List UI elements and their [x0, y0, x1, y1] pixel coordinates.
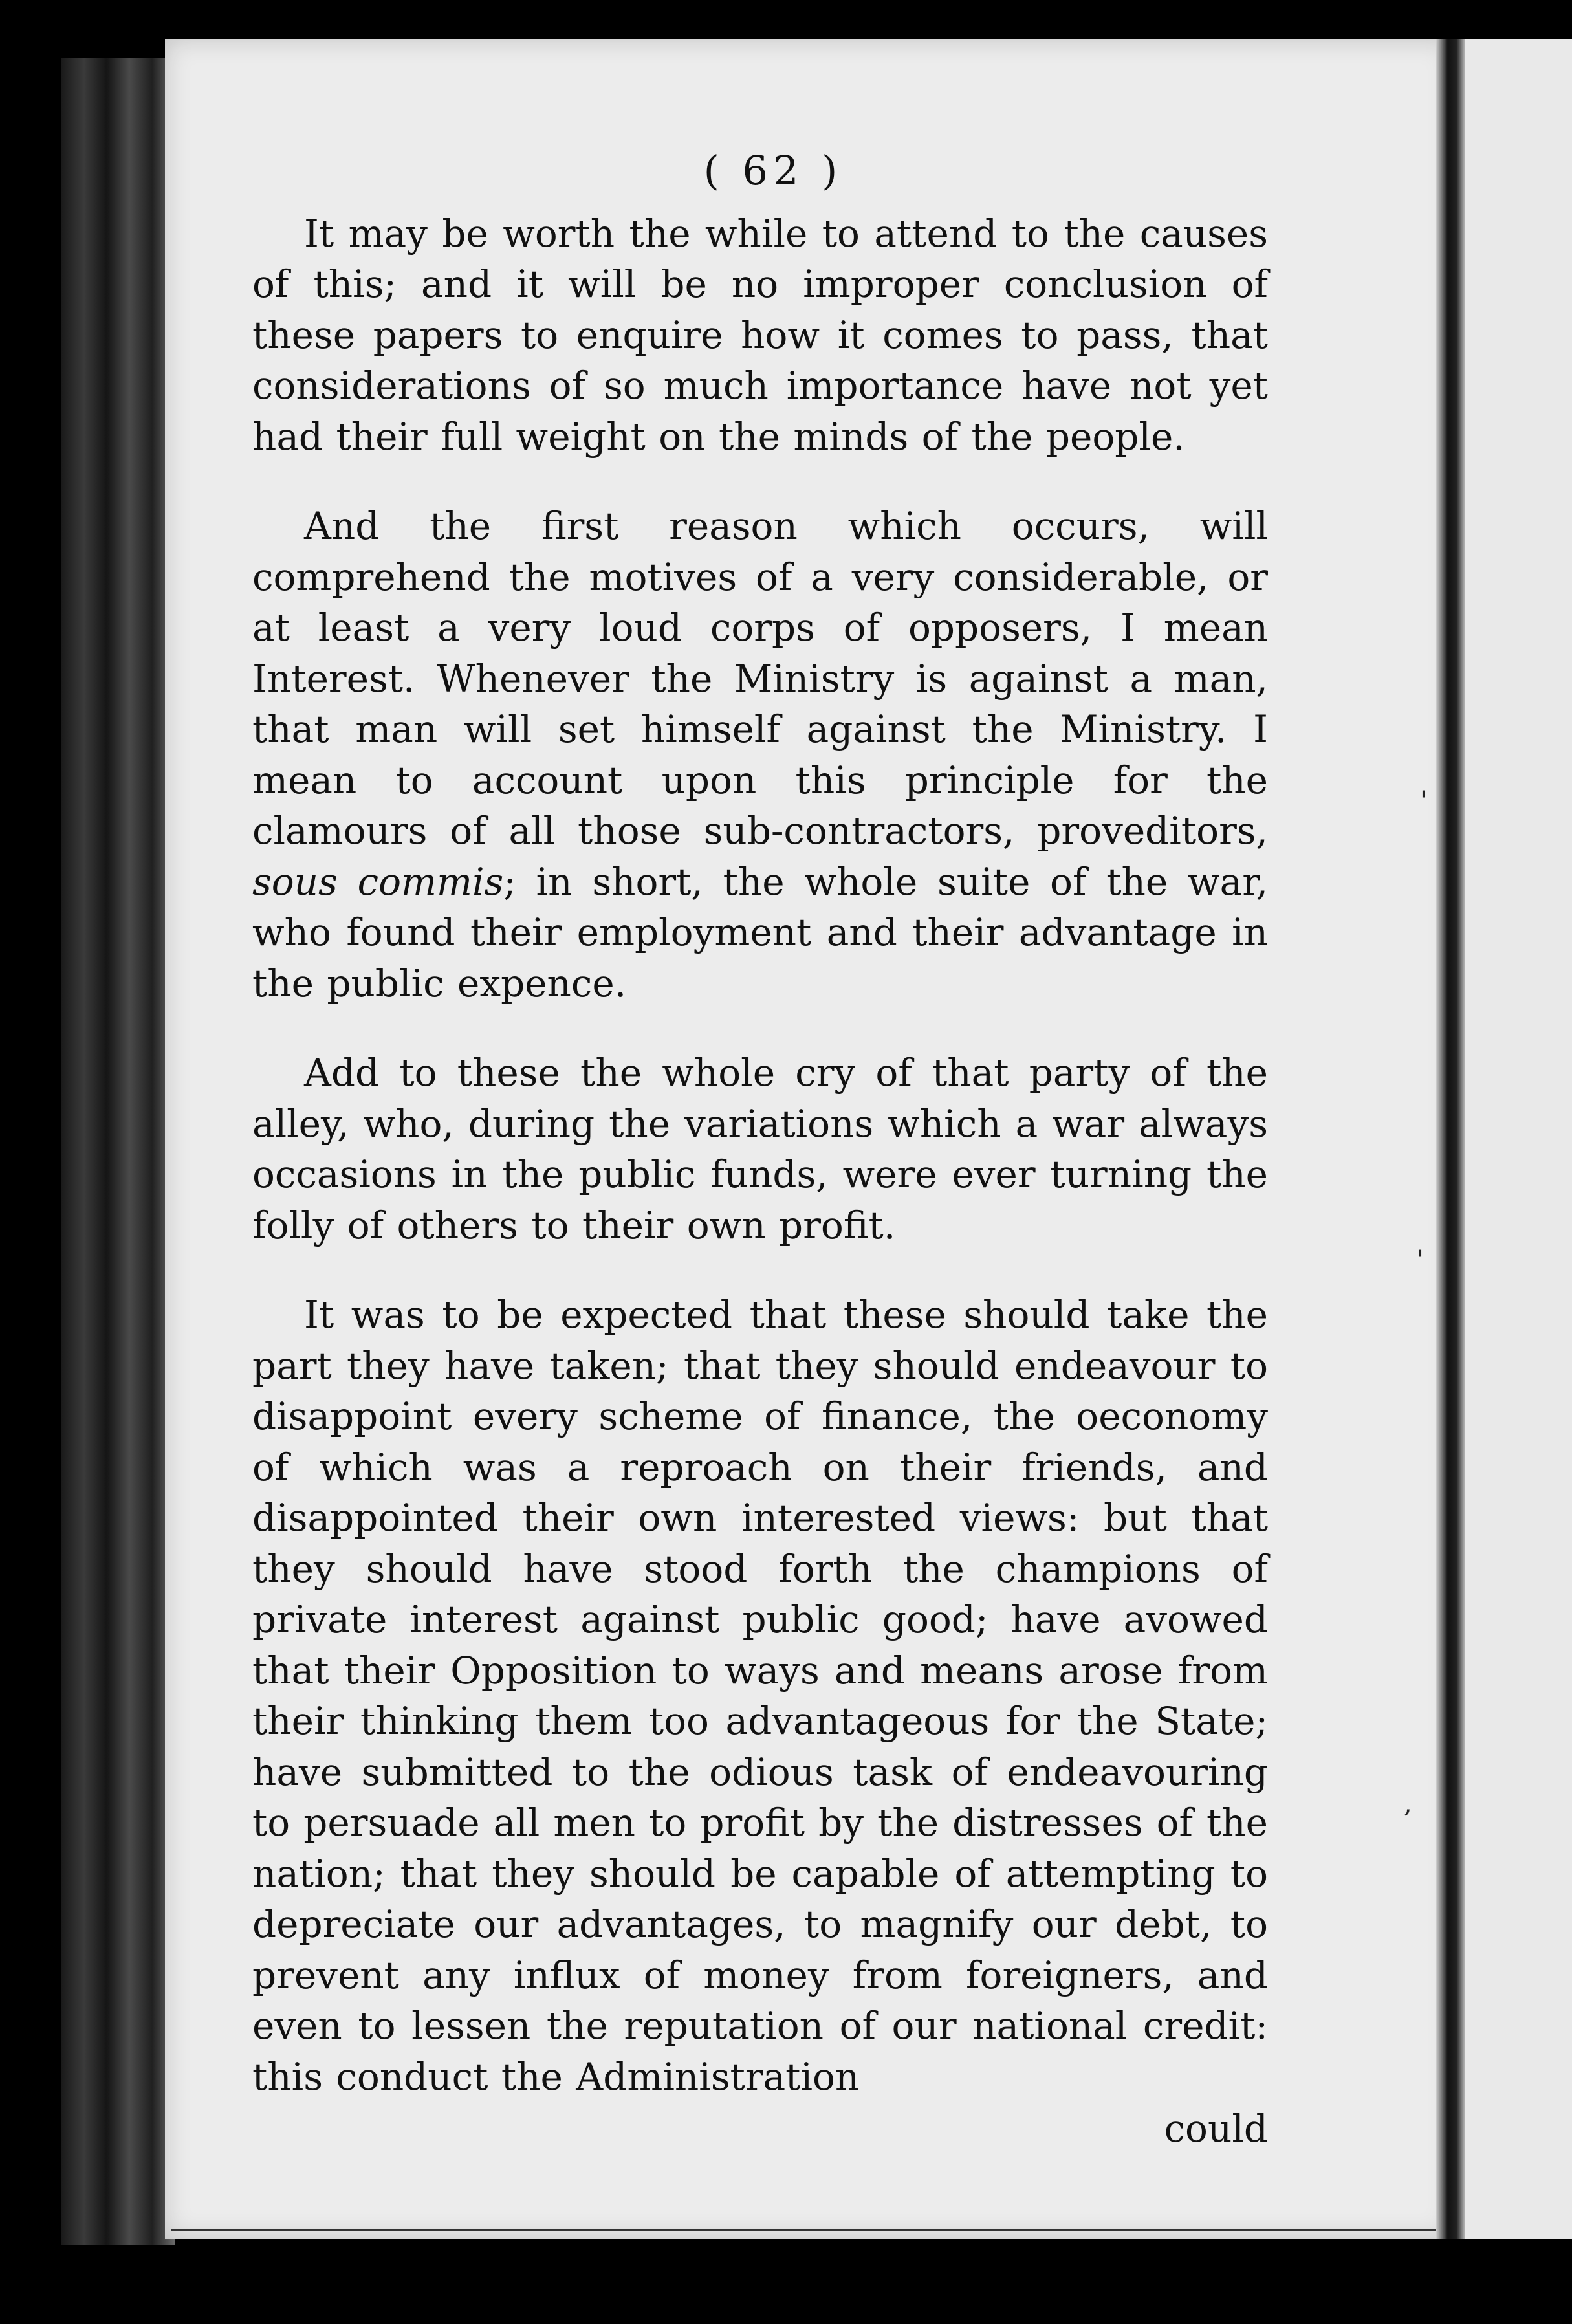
paragraph-4: It was to be expected that these should take the part they have taken; that they should endeavour to disappoint every scheme of finance, the oeconomy of which was a reproach on their friends, and disappointed their own interested views: but that they should have stood forth the champions of private interest against public good; have avowed that their Opposition to ways and means arose from their thinking them too advantageous for the State; have submitted to the odious task of endeavouring to persuade all men to profit by the distresses of the nation; that they should be capable of attempting to depreciate our advantages, to magnify our debt, to prevent any influx of money from foreigners, and even to lessen the reputation of our national credit: this conduct the Administration	[252, 1293, 1268, 2099]
gutter-shadow	[1436, 39, 1465, 2239]
catchword: could	[1164, 2107, 1268, 2151]
paragraph-1: It may be worth the while to attend to the causes of this; and it will be no improper conclusion of these papers to enquire how it comes to pass, that considerations of so much importance have not yet had their full weight on the minds of the people.	[252, 211, 1268, 459]
page-text	[252, 146, 1268, 2154]
book-binding-edge	[61, 58, 175, 2245]
paragraph-3: Add to these the whole cry of that party of the alley, who, during the variations which a war always occasions in the public funds, were ever turning the folly of others to their own profit.	[252, 1051, 1268, 1247]
page-bottom-edge	[171, 2229, 1449, 2231]
paragraph-2-text: And the first reason which occurs, will comprehend the motives of a very considerable, or at least a very loud corps of opposers, I mean Interest. Whenever the Ministry is against a man, that man will set himself against the Ministry. I mean to account upon this principle for the clamours of all those sub-contractors, proveditors,	[252, 504, 1268, 853]
page-number: ( 62 )	[703, 147, 843, 194]
adjacent-page-sliver	[1465, 39, 1572, 2239]
bleed-mark: '	[1417, 1245, 1424, 1275]
paragraph-2-tail: ; in short, the whole suite of the war, who found their employment and their advantage in the public expence.	[252, 859, 1269, 1005]
italic-phrase: sous commis	[252, 859, 504, 904]
paragraph-2	[252, 501, 1268, 1009]
bleed-mark: '	[1420, 786, 1427, 816]
bleed-mark: ,	[1404, 1789, 1412, 1819]
